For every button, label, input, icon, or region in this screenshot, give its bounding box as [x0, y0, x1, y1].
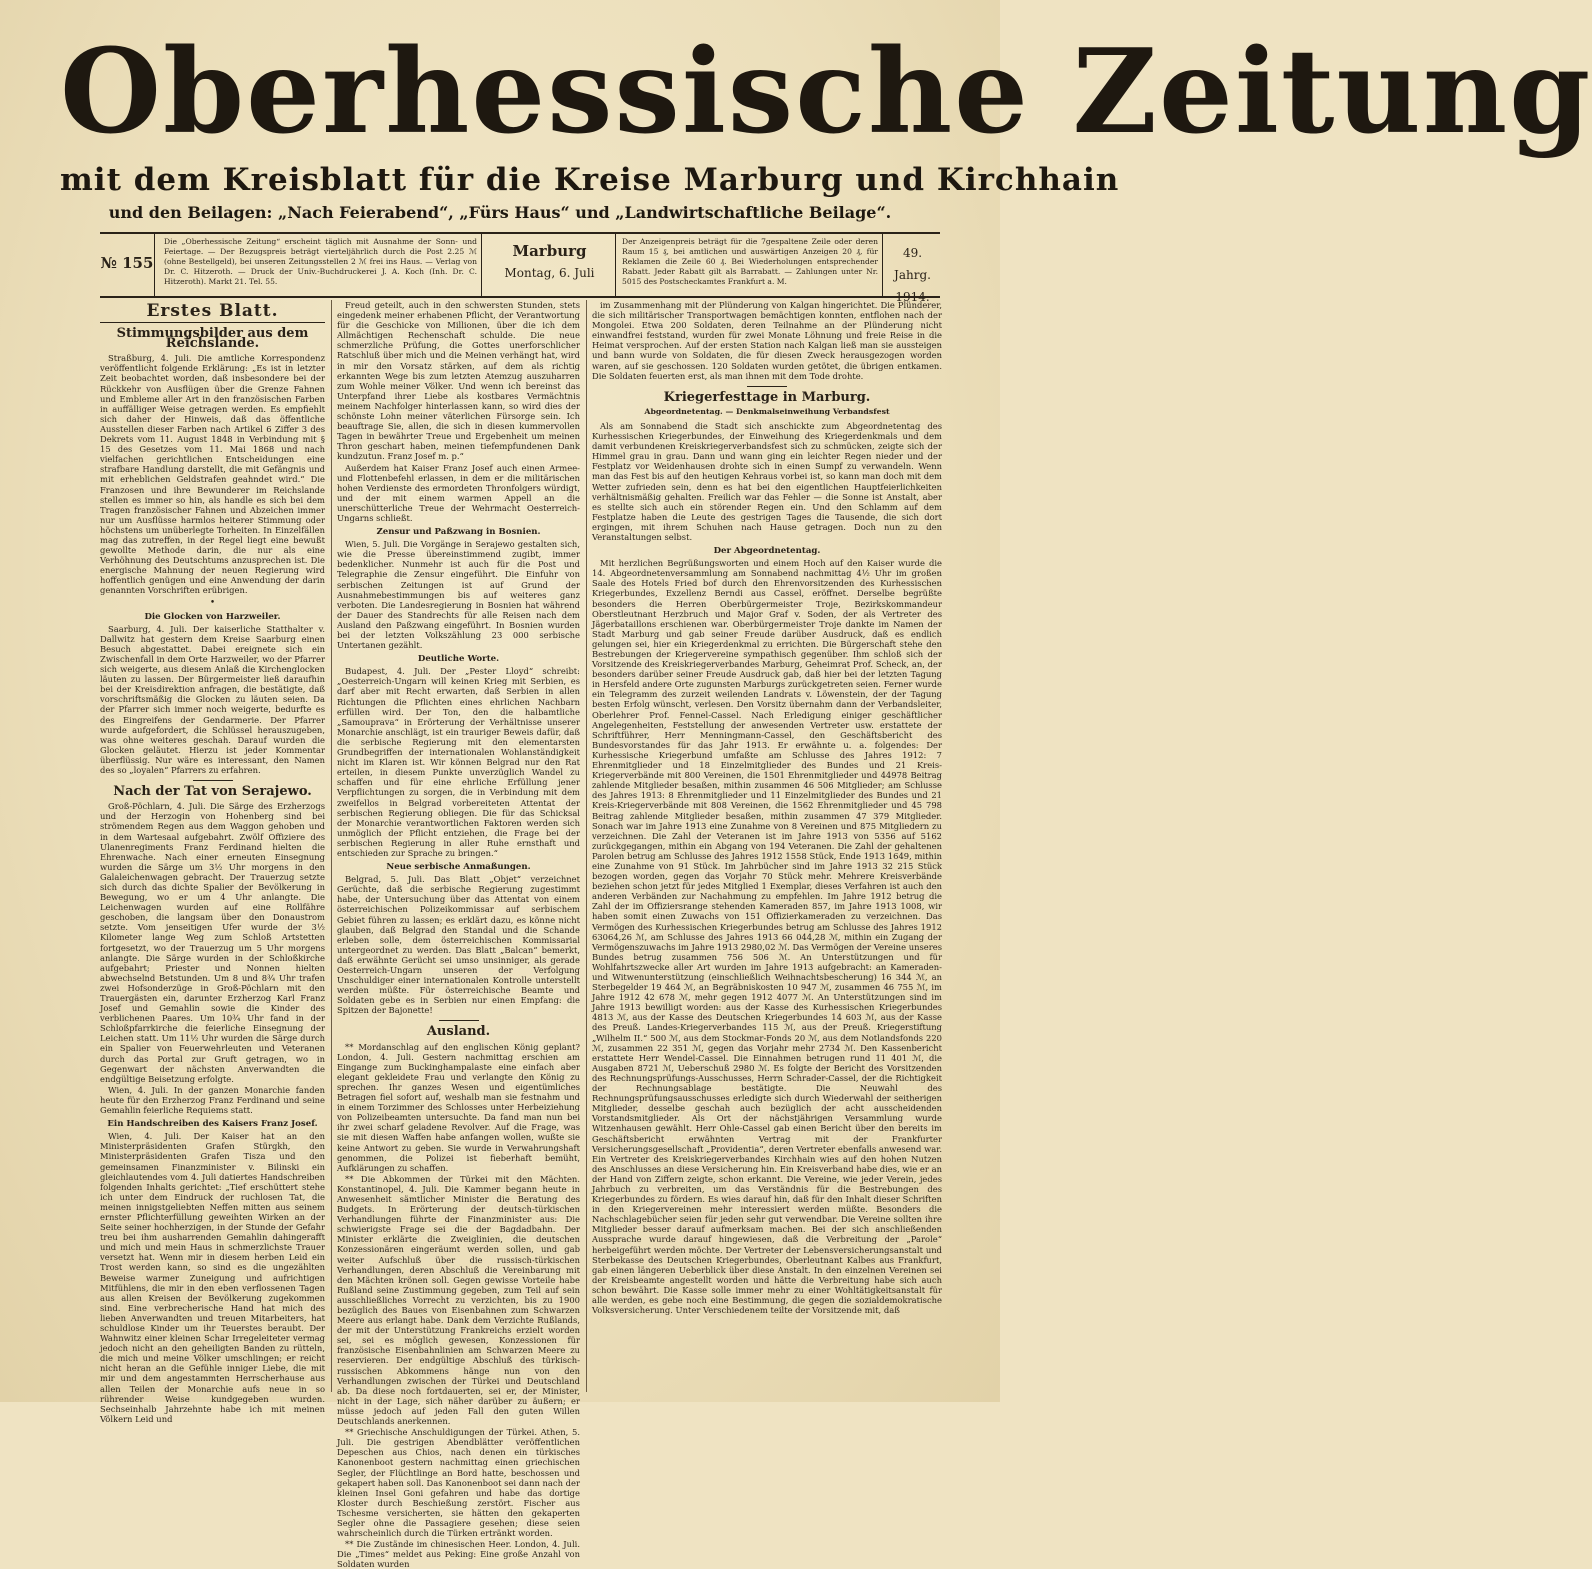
column-1 — [100, 300, 325, 1424]
volume-year — [885, 234, 940, 304]
article-paragraph: Saarburg, 4. Juli. Der kaiserliche Statthalter v. Dallwitz hat gestern dem Kreise Saarburg einen Besuch abgestattet. Dabei ereignete sich ein Zwischenfall in dem Orte Harzweiler, wo der Pfarrer sich weigerte, aus diesem Anlaß die Kirchenglocken läuten zu lassen. Der Bürgermeister ließ daraufhin bei der Kreisdirektion anfragen, die bestätigte, daß vorschriftsmäßig die Glocken zu läuten seien. Da der Pfarrer sich immer noch weigerte, bedurfte es des Eingreifens der Gendarmerie. Der Pfarrer wurde aufgefordert, die Schlüssel herauszugeben, was ohne weiteres geschah. Darauf wurden die Glocken geläutet. Hierzu ist jeder Kommentar überflüssig. Nur wäre es interessant, den Namen des so „loyalen“ Pfarrers zu erfahren. — [100, 623, 325, 776]
subscription-notice: Die „Oberhessische Zeitung“ erscheint täglich mit Ausnahme der Sonn- und Feiertage. — Der Bezugspreis beträgt vierteljährlich durch die Post 2.25 ℳ (ohne Bestellgeld), bei unseren Zeitungsstellen 2 ℳ frei ins Haus. — Verlag von Dr. C. Hitzeroth. — Druck der Univ.-Buchdruckerei J. A. Koch (Inh. Dr. C. Hitzeroth). Markt 21. Tel. 55. — [160, 234, 482, 296]
advertising-notice: Der Anzeigenpreis beträgt für die 7gespaltene Zeile oder deren Raum 15 ₰, bei amtlichen und auswärtigen Anzeigen 20 ₰, für Reklamen die Zeile 60 ₰. Bei Wiederholungen entsprechender Rabatt. Jeder Rabatt gilt als Barrabatt. — Zahlungen unter Nr. 5015 des Postscheckamtes Frankfurt a. M. — [618, 234, 883, 296]
volume-label: 49. Jahrg. — [894, 246, 931, 282]
masthead-supplements: und den Beilagen: „Nach Feierabend“, „Fürs Haus“ und „Landwirtschaftliche Beilage“. — [108, 203, 892, 222]
article-paragraph: Straßburg, 4. Juli. Die amtliche Korrespondenz veröffentlicht folgende Erklärung: „Es ist in letzter Zeit beobachtet worden, daß insbesondere bei der Rückkehr von Ausflügen über die Grenze Fahnen und Embleme aller Art in den französischen Farben in auffälliger Weise getragen werden. Es empfiehlt sich daher der Hinweis, daß das öffentliche Ausstellen dieser Farben nach Artikel 6 Ziffer 3 des Dekrets vom 11. August 1848 in Verbindung mit § 15 des Gesetzes vom 11. Mai 1868 und nach vielfachen gerichtlichen Entscheidungen eine strafbare Handlung darstellt, die mit Gefängnis und mit erheblichen Geldstrafen geahndet wird.“ Die Franzosen und ihre Bewunderer im Reichslande stellen es immer so hin, als handle es sich bei dem Tragen französischer Fahnen und Abzeichen immer nur um Ausflüsse harmlos heiterer Stimmung oder höchstens um unüberlegte Torheiten. In Einzelfällen mag das zutreffen, in der Regel liegt eine bewußt gewollte Methode darin, die nur als eine Verhöhnung des Deutschtums anzusprechen ist. Die energische Mahnung der neuen Regierung wird hoffentlich genügen und eine Anwendung der darin genannten Vorschriften erübrigen. — [100, 353, 325, 596]
divider — [439, 1020, 479, 1021]
article-subheading: Die Glocken von Harzweiler. — [144, 611, 281, 622]
article-paragraph: ** Die Zustände im chinesischen Heer. London, 4. Juli. Die „Times“ meldet aus Peking: Eine große Anzahl von Soldaten wurden — [337, 1539, 580, 1569]
article-paragraph: Budapest, 4. Juli. Der „Pester Lloyd“ schreibt: „Oesterreich-Ungarn will keinen Krieg mit Serbien, es darf aber mit Recht erwarten, daß Serbien in allen Richtungen die Pflichten eines ehrlichen Nachbarn erfüllen wird. Der Ton, den die halbamtliche „Samouprava“ in Erörterung der Verhältnisse unserer Monarchie anschlägt, ist ein trauriger Beweis dafür, daß die serbische Regierung mit den elementarsten Grundbegriffen der internationalen Wohlanständigkeit nicht im Klaren ist. Wir können Belgrad nur den Rat erteilen, in diesem Punkte unverzüglich Wandel zu schaffen und für eine ehrliche Erfüllung jener Verpflichtungen zu sorgen, die in Verbindung mit dem zweifellos in Belgrad vorbereiteten Attentat der serbischen Regierung obliegen. Die für das Schicksal der Monarchie verantwortlichen Faktoren werden sich unmöglich der Pflicht entziehen, die Frage bei der serbischen Regierung in aller Ruhe ernsthaft und entschieden zur Sprache zu bringen.“ — [337, 666, 580, 858]
masthead-subtitle: mit dem Kreisblatt für die Kreise Marburg und Kirchhain — [60, 162, 1120, 198]
article-subheading: Ein Handschreiben des Kaisers Franz Josef. — [107, 1119, 318, 1130]
column-3 — [592, 300, 942, 1392]
year-label: 1914. — [895, 290, 930, 304]
article-paragraph: im Zusammenhang mit der Plünderung von Kalgan hingerichtet. Die Plünderer, die sich militärischer Transportwagen bemächtigen konnten, entflohen nach der Mongolei. Etwa 200 Soldaten, deren Teilnahme an der Plünderung nicht einwandfrei feststand, wurden für zwei Monate Löhnung und freie Reise in die Heimat versprochen. Auf der ersten Station nach Kalgan ließ man sie aussteigen und bann wurde von Soldaten, die für diesen Zweck herausgezogen worden waren, auf sie geschossen. 120 Soldaten wurden getötet, die übrigen entkamen. Die Soldaten feuerten erst, als man ihnen mit dem Tode drohte. — [592, 300, 942, 381]
article-paragraph: Wien, 4. Juli. In der ganzen Monarchie fanden heute für den Erzherzog Franz Ferdinand und seine Gemahlin feierliche Requiems statt. — [100, 1084, 325, 1116]
article-subheading: Zensur und Paßzwang in Bosnien. — [376, 527, 541, 538]
column-2 — [337, 300, 580, 1569]
article-paragraph: Groß-Pöchlarn, 4. Juli. Die Särge des Erzherzogs und der Herzogin von Hohenberg sind bei strömendem Regen aus dem Waggon gehoben und in dem Wartesaal aufgebahrt. Zwölf Offiziere des Ulanenregiments Franz Ferdinand hielten die Ehrenwache. Nach einer erneuten Einsegnung wurden die Särge um 3½ Uhr morgens in den Galaleichenwagen gebracht. Der Trauerzug setzte sich durch das dichte Spalier der Bevölkerung in Bewegung, wo er um 4 Uhr anlangte. Die Leichenwagen wurden auf eine Rollfähre geschoben, die langsam über den Donaustrom setzte. Vom jenseitigen Ufer wurde der 3½ Kilometer lange Weg zum Schloß Artstetten fortgesetzt, wo der Trauerzug um 5 Uhr morgens anlangte. Die Särge wurden in der Schloßkirche aufgebahrt; Priester und Nonnen hielten abwechselnd Betstunden. Um 8 und 8¾ Uhr trafen zwei Hofsonderzüge in Groß-Pöchlarn mit den Trauergästen ein, darunter Erzherzog Karl Franz Josef und Gemahlin sowie die Kinder des verblichenen Paares. Um 10¾ Uhr fand in der Schloßpfarrkirche die feierliche Einsegnung der Leichen statt. Um 11½ Uhr wurden die Särge durch ein Spalier von Feuerwehrleuten und Veteranen durch das Portal zur Gruft getragen, wo in Gegenwart der nächsten Anverwandten die endgültige Beisetzung erfolgte. — [100, 801, 325, 1084]
article-paragraph: Wien, 4. Juli. Der Kaiser hat an den Ministerpräsidenten Grafen Stürgkh, den Ministerpräsidenten Grafen Tisza und den gemeinsamen Finanzminister v. Bilinski ein gleichlautendes vom 4. Juli datiertes Handschreiben folgenden Inhalts gerichtet: „Tief erschüttert stehe ich unter dem Eindruck der ruchlosen Tat, die meinen innigstgeliebten Neffen mitten aus seinem ernster Pflichterfüllung geweihten Wirken an der Seite seiner hochherzigen, in der Stunde der Gefahr treu bei ihm ausharrenden Gemahlin dahingerafft und mich und mein Haus in schmerzlichste Trauer versetzt hat. Wenn mir in diesem herben Leid ein Trost werden kann, so sind es die ungezählten Beweise warmer Zuneigung und aufrichtigen Mitfühlens, die mir in den eben verflossenen Tagen aus allen Kreisen der Bevölkerung zugekommen sind. Eine verbrecherische Hand hat mich des lieben Anverwandten und treuen Mitarbeiters, hat schuldlose Kinder um ihr Teuerstes beraubt. Der Wahnwitz einer kleinen Schar Irregeleiteter vermag jedoch nicht an den geheiligten Banden zu rütteln, die mich und meine Völker umschlingen; er reicht nicht heran an die Gefühle inniger Liebe, die mit mir und dem angestammten Herrscherhause aus allen Teilen der Monarchie aufs neue in so rührender Weise kundgegeben wurden. Sechseinhalb Jahrzehnte habe ich mit meinen Völkern Leid und — [100, 1131, 325, 1424]
article-subtitle: Abgeordnetentag. — Denkmalseinweihung Verbandsfest — [644, 406, 890, 416]
article-heading: Ausland. — [426, 1024, 491, 1040]
article-heading: Stimmungsbilder aus dem Reichslande. — [116, 326, 309, 352]
article-paragraph: Mit herzlichen Begrüßungsworten und einem Hoch auf den Kaiser wurde die 14. Abgeordnetenversammlung am Sonnabend nachmittag 4½ Uhr im großen Saale des Hotels Fried bof durch den Ehrenvorsitzenden des Kurhessischen Kriegerbundes, Exzellenz Berndi aus Cassel, eröffnet. Derselbe begrüßte besonders die Herren Oberbürgermeister Troje, Bezirkskommandeur Oberstleutnant Herzbruch und Major Graf v. Soden, der als Vertreter des Jägerbataillons erschienen war. Oberbürgermeister Troje dankte im Namen der Stadt Marburg und gab seiner Freude darüber Ausdruck, daß es endlich gelungen sei, hier ein Kriegerdenkmal zu errichten. Die Bürgerschaft stehe den Bestrebungen der Kriegervereine sympathisch gegenüber. Ihm schloß sich der Vorsitzende des Kreiskriegerverbandes Marburg, Geheimrat Prof. Scheck, an, der besonders darüber seiner Freude Ausdruck gab, daß hier bei der letzten Tagung in Hersfeld andere Orte zugunsten Marburgs zurückgetreten seien. Ferner wurde ein Telegramm des zurzeit weilenden Landrats v. Löwenstein, der der Tagung besten Erfolg wünscht, verlesen. Den Vorsitz übernahm dann der Verbandsleiter, Oberlehrer Prof. Fennel-Cassel. Nach Erledigung einiger geschäftlicher Angelegenheiten, Feststellung der anwesenden Vertreter usw. erstattete der Schriftführer, Herr Menningmann-Cassel, den Geschäftsbericht des Bundesvorstandes für das Jahr 1913. Er erwähnte u. a. folgendes: Der Kurhessische Kriegerbund umfaßte am Schlusse des Jahres 1912: 7 Ehrenmitglieder und 18 Einzelmitglieder des Bundes und 21 Kreis-Kriegerverbände mit 800 Vereinen, die 1501 Ehrenmitglieder und 44978 Beitrag zahlende Mitglieder besaßen, mithin zusammen 46 506 Mitglieder; am Schlusse des Jahres 1913: 8 Ehrenmitglieder und 11 Einzelmitglieder des Bundes und 21 Kreis-Kriegerverbände mit 808 Vereinen, die 1562 Ehrenmitglieder und 45 798 Beitrag zahlende Mitglieder besaßen, mithin zusammen 47 379 Mitglieder. Sonach war im Jahre 1913 eine Zunahme von 8 Vereinen und 875 Mitgliedern zu verzeichnen. Die Zahl der Veteranen ist im Jahre 1913 von 5356 auf 5162 zurückgegangen, mithin ein Abgang von 194 Veteranen. Die Zahl der gehaltenen Parolen betrug am Schlusse des Jahres 1912 1558 Stück, Ende 1913 1649, mithin eine Zunahme von 91 Stück. Im Jahrbücher sind im Jahre 1913 32 215 Stück bezogen worden, gegen das Vorjahr 70 Stück mehr. Mehrere Kreisverbände beziehen schon jetzt für jedes Mitglied 1 Exemplar, dieses Verfahren ist auch den anderen Verbänden zur Nachahmung zu empfehlen. Im Jahre 1912 betrug die Zahl der im Offiziersrange stehenden Kameraden 857, im Jahre 1913 1008, wir haben somit einen Zuwachs von 151 Offizierkameraden zu verzeichnen. Das Vermögen des Kurhessischen Kriegerbundes betrug am Schlusse des Jahres 1912 63064,26 ℳ, am Schlusse des Jahres 1913 66 044,28 ℳ, mithin ein Zugang der Vermögenszuwachs im Jahre 1913 2980,02 ℳ. Das Vermögen der Vereine unseres Bundes betrug zusammen 756 506 ℳ. An Unterstützungen und für Wohlfahrtszwecke aller Art wurden im Jahre 1913 aufgebracht: an Kameraden- und Witwenunterstützung (einschließlich Weihnachtsbescherung) 16 344 ℳ, an Sterbegelder 19 464 ℳ, an Begräbniskosten 10 947 ℳ, zusammen 46 755 ℳ, im Jahre 1912 42 678 ℳ, mehr gegen 1912 4077 ℳ. An Unterstützungen sind im Jahre 1913 bewilligt worden: aus der Kasse des Kurhessischen Kriegerbundes 4813 ℳ, aus der Kasse des Deutschen Kriegerbundes 14 603 ℳ, aus der Kasse des Preuß. Landes-Kriegerverbandes 115 ℳ, aus der Preuß. Kriegerstiftung „Wilhelm II.“ 500 ℳ, aus dem Stockmar-Fonds 20 ℳ, aus dem Notlandsfonds 220 ℳ, zusammen 22 351 ℳ, gegen das Vorjahr mehr 2734 ℳ. Den Kassenbericht erstattete Herr Wendel-Cassel. Die Einnahmen betrugen rund 11 401 ℳ, die Ausgaben 8721 ℳ, Ueberschuß 2980 ℳ. Es folgte der Bericht des Vorsitzenden des Rechnungsprüfungs-Ausschusses, Herrn Schrader-Cassel, der die Richtigkeit der Rechnungsablage bestätigte. Die Neuwahl des Rechnungsprüfungsausschusses erledigte sich durch Wiederwahl der seitherigen Mitglieder, desselbe geschah auch bezüglich der acht ausscheidenden Vorstandsmitglieder. Als Ort der nächstjährigen Versammlung wurde Witzenhausen gewählt. Herr Ohle-Cassel gab einen Bericht über den bereits im Geschäftsbericht erwähnten Vertrag mit der Frankfurter Versicherungsgesellschaft „Providentia“, deren Vertreter ebenfalls anwesend war. Ein Vertreter des Kreiskriegerverbandes Kirchhain wies auf den hohen Nutzen des Anschlusses an diese Versicherung hin. Ein Kreisverband habe dies, wie er an der Hand von Ziffern zeigte, schon erkannt. Die Vereine, wie jeder Verein, jedes Jahrbuch zu verbreiten, um das Verständnis für die Bestrebungen des Kriegerbundes zu fördern. Es wies darauf hin, daß für den Inhalt dieser Schriften in den Kriegervereinen mehr interessiert werden müßte. Besonders die Nachschlagebücher seien für jeden sehr gut verwendbar. Die Vereine sollten ihre Mitglieder besser darauf aufmerksam machen. Bei der sich anschließenden Aussprache wurde darauf hingewiesen, daß die Verbreitung der „Parole“ herbeigeführt werden möchte. Der Vertreter der Lebensversicherungsanstalt und Sterbekasse des Deutschen Kriegerbundes, Oberleutnant Kalbes aus Frankfurt, gab einen längeren Ueberblick über diese Anstalt. In den einzelnen Vereinen sei der Kreisbeamte angestellt worden und hätte die Verbreitung habe sich auch schon bewährt. Die Kasse solle immer mehr zu einer Wohltätigkeitsanstalt für alle werden, es gebe noch eine Bestimmung, die gegen die sozialdemokratische Volksversicherung. Unter Verschiedenem teilte der Vorsitzende mit, daß — [592, 558, 942, 1316]
dateline-date: Montag, 6. Juli — [504, 266, 595, 280]
article-subheading: Neue serbische Anmaßungen. — [386, 862, 531, 873]
article-paragraph: Belgrad, 5. Juli. Das Blatt „Objet“ verzeichnet Gerüchte, daß die serbische Regierung zugestimmt habe, der Untersuchung über das Attentat von einem österreichischen Polizeikommissar auf serbischem Gebiet führen zu lassen; es erklärt dazu, es könne nicht glauben, daß Belgrad den Standal und die Schande erleben solle, dem österreichischen Kommissarial untergeordnet zu werden. Das Blatt „Balcan“ bemerkt, daß erwähnte Gerücht sei umso unsinniger, als gerade Oesterreich-Ungarn unseren der Verfolgung Unschuldiger einer internationalen Kontrolle unterstellt werden müßte. Für österreichische Beamte und Soldaten gebe es in Serbien nur einen Empfang: die Spitzen der Bajonette! — [337, 874, 580, 1016]
column-divider — [331, 300, 332, 1392]
article-paragraph: Außerdem hat Kaiser Franz Josef auch einen Armee- und Flottenbefehl erlassen, in dem er die militärischen hohen Verdienste des ermordeten Thronfolgers würdigt, und der mit einem warmen Appell an die unerschütterliche Treue der Wehrmacht Oesterreich-Ungarns schließt. — [337, 462, 580, 523]
section-heading: Erstes Blatt. — [146, 301, 279, 321]
article-heading: Nach der Tat von Serajewo. — [113, 784, 312, 800]
article-subheading: Der Abgeordnetentag. — [713, 546, 821, 557]
dateline — [484, 234, 616, 296]
dateline-city: Marburg — [512, 242, 587, 260]
article-paragraph: ** Griechische Anschuldigungen der Türkei. Athen, 5. Juli. Die gestrigen Abendblätter veröffentlichen Depeschen aus Chios, nach denen ein türkisches Kanonenboot gestern nachmittag einen griechischen Segler, der Flüchtlinge an Bord hatte, beschossen und gekapert haben soll. Das Kanonenboot sei dann nach der kleinen Insel Goni gefahren und habe das dortige Kloster durch Beschießung zerstört. Fischer aus Tschesme versicherten, sie hätten den gekaperten Segler ohne die Passagiere gesehen; diese seien wahrscheinlich durch die Türken ertränkt worden. — [337, 1427, 580, 1539]
article-heading: Kriegerfesttage in Marburg. — [663, 389, 871, 405]
divider — [747, 386, 787, 387]
separator-mark: • — [209, 597, 216, 608]
article-paragraph: Wien, 5. Juli. Die Vorgänge in Serajewo gestalten sich, wie die Presse übereinstimmend zugibt, immer bedenklicher. Nunmehr ist auch für die Post und Telegraphie die Zensur eingeführt. Die Einfuhr von serbischen Zeitungen ist auf Grund der Ausnahmebestimmungen bis auf weiteres ganz verboten. Die Landesregierung in Bosnien hat während der Dauer des Standrechts für alle Reisen nach dem Ausland den Paßzwang eingeführt. In Bosnien wurden bei der letzten Volkszählung 23 000 serbische Untertanen gezählt. — [337, 539, 580, 651]
article-paragraph: ** Die Abkommen der Türkei mit den Mächten. Konstantinopel, 4. Juli. Die Kammer begann heute in Anwesenheit sämtlicher Minister die Beratung des Budgets. In Erörterung der deutsch-türkischen Verhandlungen führte der Finanzminister aus: Die schwierigste Frage sei die der Bagdadbahn. Der Minister erklärte die Zweiglinien, die deutschen Konzessionären eingeräumt werden sollen, und gab weiter Aufschluß über die russisch-türkischen Verhandlungen, deren Abschluß die Vereinbarung mit den Mächten krönen soll. Gegen gewisse Vorteile habe Rußland seine Zustimmung gegeben, zum Teil auf sein ausschließliches Vorrecht zu verzichten, bis zu 1900 bezüglich des Baues von Eisenbahnen zum Schwarzen Meere aus erlangt habe. Dank dem Verzichte Rußlands, der mit der Unterstützung Frankreichs erzielt worden sei, sei es möglich gewesen, Konzessionen für französische Eisenbahnlinien am Schwarzen Meere zu reservieren. Der endgültige Abschluß des türkisch-russischen Abkommens hänge nun von den Verhandlungen zwischen der Türkei und Deutschland ab. Da diese noch fortdauerten, sei er, der Minister, nicht in der Lage, sich näher darüber zu äußern; er müsse jedoch auf jeden Fall den guten Willen Deutschlands anerkennen. — [337, 1173, 580, 1427]
divider — [100, 322, 325, 323]
article-paragraph: Als am Sonnabend die Stadt sich anschickte zum Abgeordnetentag des Kurhessischen Kriegerbundes, der Einweihung des Kriegerdenkmals und dem damit verbundenen Kreiskriegerverbandsfest sich zu schmücken, zeigte sich der Himmel grau in grau. Dann und wann ging ein leichter Regen nieder und der Festplatz vor Weidenhausen drohte sich in einen Sumpf zu verwandeln. Wenn man das Fest bis auf den heutigen Kehraus vorbei ist, so kann man doch mit dem Wetter zufrieden sein, denn es hat bei den eigentlichen Hauptfeierlichkeiten verhältnismäßig gehalten. Freilich war das Fehler — die Sonne ist Anstalt, aber es stellte sich auch ein störender Regen ein. Und den Schlamm auf dem Festplatze haben die Leute des gestrigen Tages die Tausende, die sich dort ergingen, mit ihrem Schuhen nach Hause getragen. Doch nun zu den Veranstaltungen selbst. — [592, 420, 942, 542]
divider — [193, 780, 233, 781]
issue-number: № 155 — [100, 234, 155, 296]
article-paragraph: Freud geteilt, auch in den schwersten Stunden, stets eingedenk meiner erhabenen Pflicht, der Verantwortung für die Geschicke von Millionen, über die ich dem Allmächtigen Rechenschaft schulde. Die neue schmerzliche Prüfung, die Gottes unerforschlicher Ratschluß über mich und die Meinen verhängt hat, wird in mir den Vorsatz stärken, auf dem als richtig erkannten Wege bis zum letzten Atemzug auszuharren zum Wohle meiner Völker. Und wenn ich bereinst das Unterpfand ihrer Liebe als kostbares Vermächtnis meinem Nachfolger hinterlassen kann, so wird dies der schönste Lohn meiner väterlichen Fürsorge sein. Ich beauftrage Sie, allen, die sich in diesen kummervollen Tagen in bewährter Treue und Ergebenheit um meinen Thron geschart haben, meinen tiefempfundenen Dank kundzutun. Franz Josef m. p.“ — [337, 300, 580, 462]
article-paragraph: ** Mordanschlag auf den englischen König geplant? London, 4. Juli. Gestern nachmittag erschien am Eingange zum Buckinghampalaste eine einfach aber elegant gekleidete Frau und verlangte den König zu sprechen. Ihr ganzes Wesen und eigentümliches Betragen fiel sofort auf, weshalb man sie festnahm und in einem Torzimmer des Schlosses unter Herbeiziehung von Polizeibeamten untersuchte. Da fand man nun bei ihr zwei scharf geladene Revolver. Auf die Frage, was sie mit diesen Waffen habe anfangen wollen, wußte sie keine Antwort zu geben. Sie wurde in Verwahrungshaft genommen, die Polizei ist fieberhaft bemüht, Aufklärungen zu schaffen. — [337, 1041, 580, 1173]
masthead-title: Oberhessische Zeitung — [60, 24, 1592, 160]
article-subheading: Deutliche Worte. — [417, 654, 500, 665]
info-bar — [100, 232, 940, 304]
column-divider — [586, 300, 587, 1392]
